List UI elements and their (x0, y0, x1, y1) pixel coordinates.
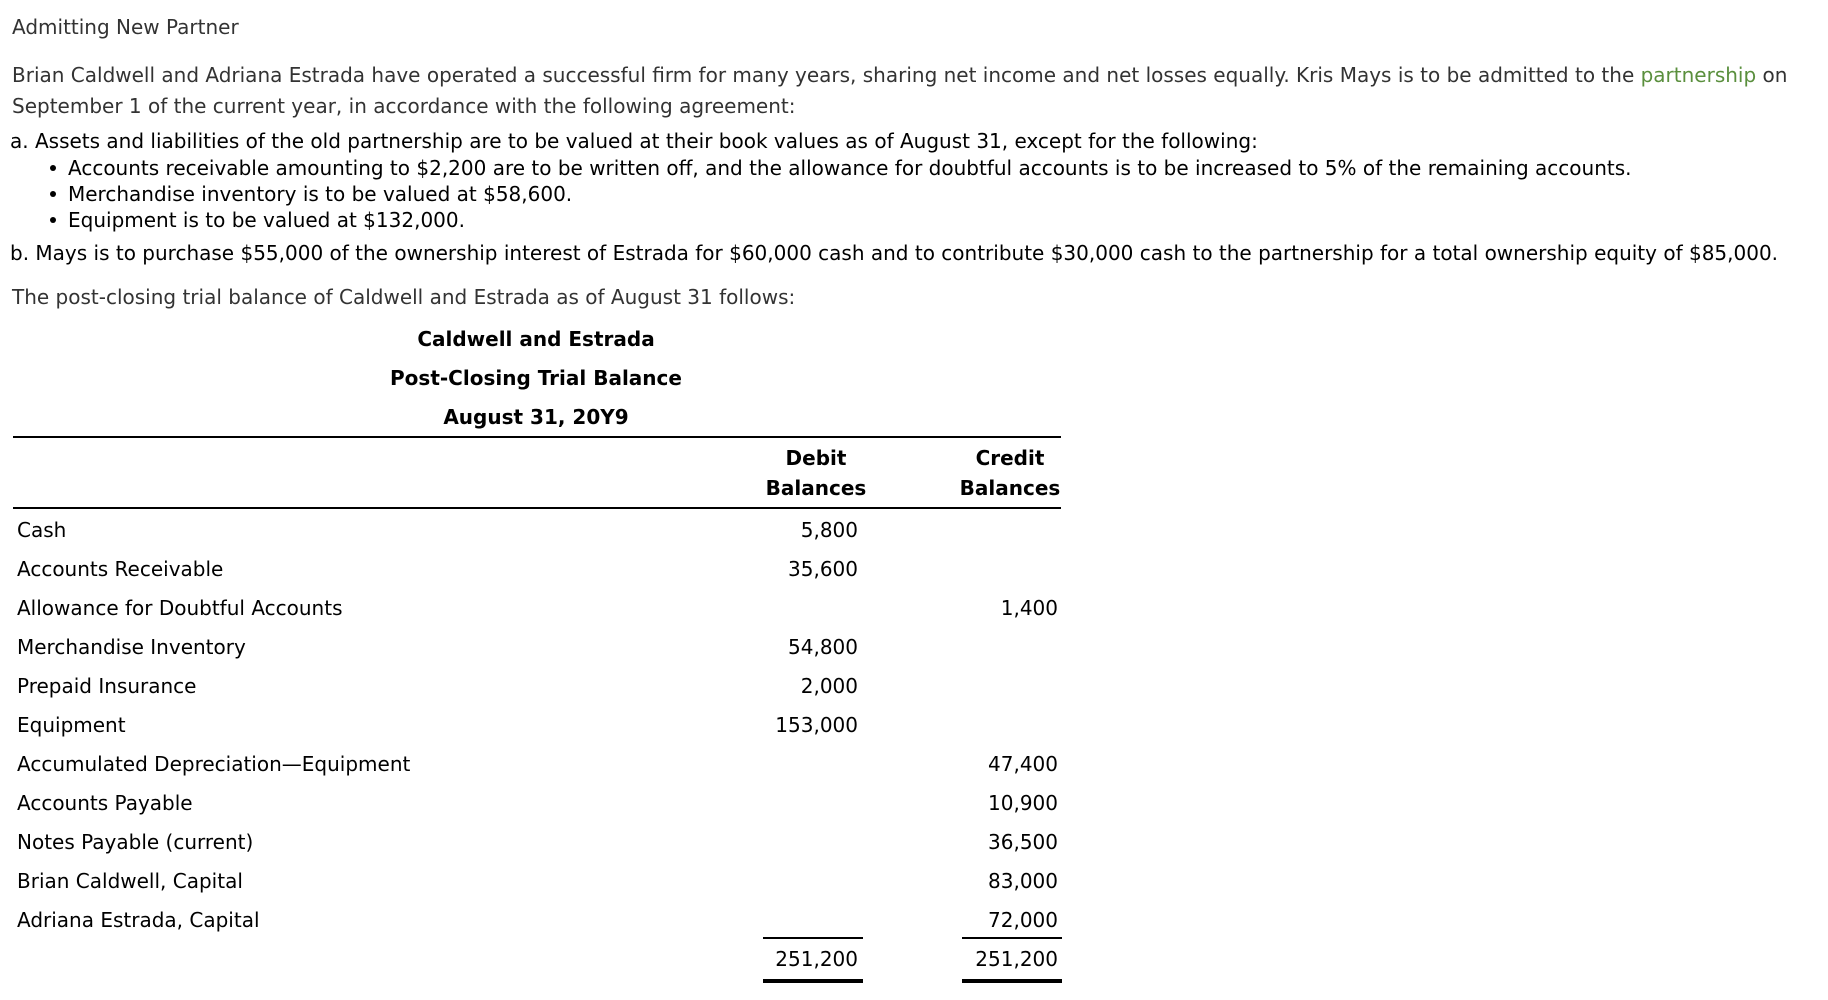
credit-total-double-rule (962, 979, 1062, 983)
table-row (0, 674, 1060, 713)
agreement-bullet-list (48, 155, 1632, 233)
debit-total-top-rule (763, 937, 863, 939)
intro-text-end: on September 1 of the current year, in accordance with the following agreement: (12, 63, 1788, 118)
debit-amount: 35,600 (788, 557, 858, 581)
table-row (0, 752, 1060, 791)
account-name: Brian Caldwell, Capital (17, 869, 243, 893)
credit-amount: 1,400 (1000, 596, 1058, 620)
table-row (0, 596, 1060, 635)
partnership-link[interactable]: partnership (1640, 63, 1757, 87)
debit-column-header (716, 443, 916, 503)
credit-amount: 72,000 (988, 908, 1058, 932)
debit-header-line1: Debit (785, 446, 847, 470)
table-row (0, 908, 1060, 947)
credit-amount: 47,400 (988, 752, 1058, 776)
table-row (0, 830, 1060, 869)
table-row (0, 518, 1060, 557)
agreement-bullet: Merchandise inventory is to be valued at $58,600. (48, 181, 1632, 207)
intro-text-start: Brian Caldwell and Adriana Estrada have operated a successful firm for many years, sharing net income and net losses equally. Kris Mays is to be admitted to the (12, 63, 1641, 87)
agreement-item-b: b. Mays is to purchase $55,000 of the ownership interest of Estrada for $60,000 cash and to contribute $30,000 cash to the partnership for a total ownership equity of $85,000. (10, 241, 1779, 265)
debit-amount: 2,000 (800, 674, 858, 698)
statement-title: Post-Closing Trial Balance (390, 366, 682, 390)
account-name: Accounts Receivable (17, 557, 224, 581)
credit-amount: 10,900 (988, 791, 1058, 815)
account-name: Accumulated Depreciation—Equipment (17, 752, 411, 776)
account-name: Notes Payable (current) (17, 830, 254, 854)
account-name: Prepaid Insurance (17, 674, 197, 698)
statement-company-name: Caldwell and Estrada (417, 327, 655, 351)
account-name: Equipment (17, 713, 126, 737)
debit-header-line2: Balances (765, 476, 867, 500)
debit-total-double-rule (763, 979, 863, 983)
credit-amount: 36,500 (988, 830, 1058, 854)
account-name: Adriana Estrada, Capital (17, 908, 260, 932)
credit-column-header (910, 443, 1110, 503)
credit-header-line2: Balances (959, 476, 1061, 500)
table-row (0, 635, 1060, 674)
credit-total: 251,200 (975, 947, 1058, 971)
agreement-item-a: a. Assets and liabilities of the old partnership are to be valued at their book values as of August 31, except for the following: (10, 129, 1258, 153)
debit-amount: 153,000 (775, 713, 858, 737)
trial-balance-intro: The post-closing trial balance of Caldwell and Estrada as of August 31 follows: (12, 285, 796, 309)
statement-date: August 31, 20Y9 (443, 405, 629, 429)
debit-amount: 5,800 (800, 518, 858, 542)
agreement-bullet: Equipment is to be valued at $132,000. (48, 207, 1632, 233)
account-name: Merchandise Inventory (17, 635, 246, 659)
table-row (0, 791, 1060, 830)
account-name: Cash (17, 518, 67, 542)
account-name: Accounts Payable (17, 791, 193, 815)
problem-intro (12, 60, 1812, 121)
agreement-bullet: Accounts receivable amounting to $2,200 are to be written off, and the allowance for doubtful accounts is to be increased to 5% of the remaining accounts. (48, 155, 1632, 181)
table-header-rule (13, 507, 1061, 509)
table-top-rule (13, 436, 1061, 438)
credit-amount: 83,000 (988, 869, 1058, 893)
credit-header-line1: Credit (975, 446, 1045, 470)
table-row (0, 557, 1060, 596)
debit-amount: 54,800 (788, 635, 858, 659)
credit-total-top-rule (962, 937, 1062, 939)
table-row (0, 869, 1060, 908)
account-name: Allowance for Doubtful Accounts (17, 596, 343, 620)
table-row (0, 713, 1060, 752)
debit-total: 251,200 (775, 947, 858, 971)
problem-title: Admitting New Partner (12, 15, 239, 39)
